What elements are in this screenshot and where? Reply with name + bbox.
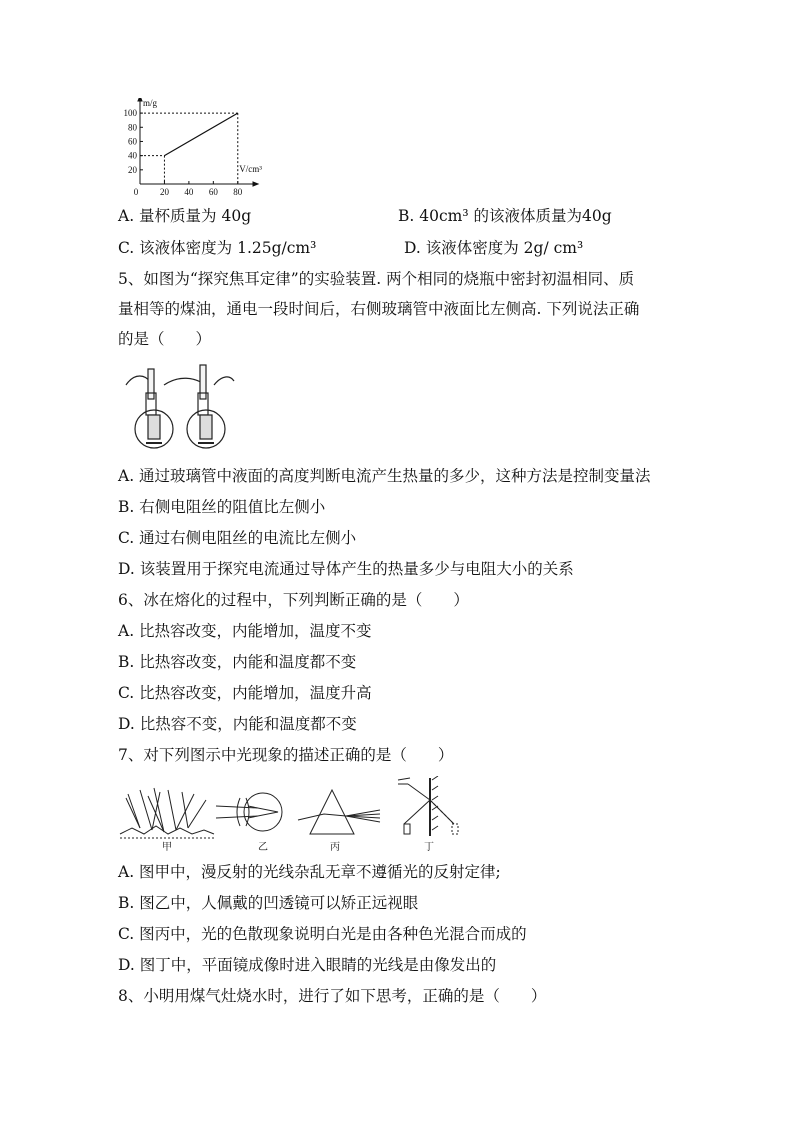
- q8-stem: 8、小明用煤气灶烧水时，进行了如下思考，正确的是（ ）: [118, 987, 547, 1005]
- q6-option-d: D. 比热容不变，内能和温度都不变: [118, 715, 357, 733]
- fig-label-jia: 甲: [162, 842, 172, 853]
- q4-option-c: C. 该液体密度为 1.25g/cm³: [118, 239, 317, 257]
- y-tick-label: 40: [128, 150, 137, 161]
- q5-stem-line2: 量相等的煤油，通电一段时间后，右侧玻璃管中液面比左侧高. 下列说法正确: [118, 300, 640, 318]
- q7-option-c: C. 图丙中，光的色散现象说明白光是由各种色光混合而成的: [118, 925, 527, 943]
- y-tick-label: 80: [128, 122, 137, 133]
- x-tick-label: 20: [159, 187, 169, 196]
- x-tick-label: 40: [184, 187, 194, 196]
- x-tick-label: 0: [133, 187, 139, 196]
- fig-label-ding: 丁: [424, 842, 434, 853]
- y-axis-label: m/g: [142, 98, 158, 108]
- q5-stem-line3: 的是（ ）: [118, 330, 212, 348]
- q7-stem: 7、对下列图示中光现象的描述正确的是（ ）: [118, 746, 454, 764]
- q5-option-d: D. 该装置用于探究电流通过导体产生的热量多少与电阻大小的关系: [118, 560, 574, 578]
- q5-option-a: A. 通过玻璃管中液面的高度判断电流产生热量的多少，这种方法是控制变量法: [118, 467, 651, 485]
- joule-law-apparatus-figure: [124, 363, 236, 453]
- optics-figures: [118, 776, 468, 856]
- mass-volume-graph: [118, 98, 268, 196]
- x-tick-label: 60: [208, 187, 218, 196]
- q6-stem: 6、冰在熔化的过程中，下列判断正确的是（ ）: [118, 591, 469, 609]
- data-line: [164, 113, 237, 156]
- q6-option-a: A. 比热容改变，内能增加，温度不变: [118, 622, 372, 640]
- q6-option-b: B. 比热容改变，内能和温度都不变: [118, 653, 357, 671]
- q4-option-d: D. 该液体密度为 2g/ cm³: [404, 239, 584, 257]
- x-axis-arrow: [253, 182, 258, 186]
- y-axis-arrow: [138, 98, 142, 101]
- q5-option-c: C. 通过右侧电阻丝的电流比左侧小: [118, 529, 357, 547]
- y-tick-label: 60: [128, 136, 137, 147]
- q7-option-b: B. 图乙中，人佩戴的凹透镜可以矫正远视眼: [118, 894, 419, 912]
- q5-option-b: B. 右侧电阻丝的阻值比左侧小: [118, 498, 326, 516]
- x-axis-label: V/cm³: [239, 164, 262, 174]
- y-tick-label: 20: [128, 164, 137, 175]
- x-tick-label: 80: [233, 187, 243, 196]
- q6-option-c: C. 比热容改变，内能增加，温度升高: [118, 684, 372, 702]
- q7-option-a: A. 图甲中，漫反射的光线杂乱无章不遵循光的反射定律;: [118, 863, 501, 881]
- q4-option-a: A. 量杯质量为 40g: [118, 207, 252, 225]
- q7-option-d: D. 图丁中，平面镜成像时进入眼睛的光线是由像发出的: [118, 956, 497, 974]
- fig-label-bing: 丙: [330, 842, 340, 853]
- fig-label-yi: 乙: [258, 842, 268, 853]
- y-tick-label: 100: [123, 108, 137, 119]
- q5-stem-line1: 5、如图为“探究焦耳定律”的实验装置. 两个相同的烧瓶中密封初温相同、质: [118, 270, 635, 288]
- q4-option-b: B. 40cm³ 的该液体质量为40g: [398, 207, 612, 225]
